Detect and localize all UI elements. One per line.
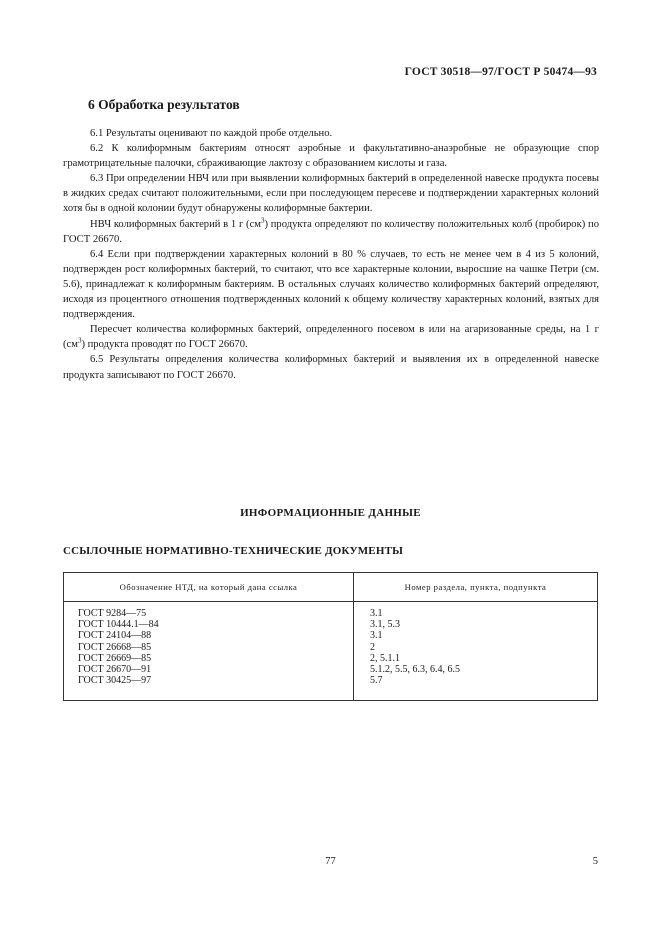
section-body xyxy=(63,126,599,383)
section-ref: 3.1 xyxy=(370,608,383,619)
section-ref: 3.1, 5.3 xyxy=(370,619,400,631)
paragraph: 6.3 При определении НВЧ или при выявлении колиформных бактерий в определенной навеске продукта посевы в жидких средах считают положительными, если при последующем пересеве и подтверждении характерных колоний хотя бы в одной колонии будут обнаружены колиформные бактерии. xyxy=(63,173,599,215)
document-ref: ГОСТ 26669—85 xyxy=(78,652,152,664)
document-header: ГОСТ 30518—97/ГОСТ Р 50474—93 xyxy=(404,66,597,78)
info-title: ИНФОРМАЦИОННЫЕ ДАННЫЕ xyxy=(240,507,421,519)
documents-cell xyxy=(64,602,354,701)
page-number: 77 xyxy=(325,856,336,867)
document-ref: ГОСТ 24104—88 xyxy=(78,630,152,642)
document-ref: ГОСТ 26668—85 xyxy=(78,641,152,653)
section-ref: 3.1 xyxy=(370,630,383,642)
sections-cell xyxy=(354,602,598,701)
document-ref: ГОСТ 30425—97 xyxy=(78,675,152,687)
sheet-number: 5 xyxy=(592,856,598,867)
table-row xyxy=(64,602,598,701)
column-header-document: Обозначение НТД, на который дана ссылка xyxy=(64,573,354,602)
paragraph: НВЧ колиформных бактерий в 1 г $(см^3)$ продукта определяют по количеству положительных колб (пробирок) по ГОСТ 26670. xyxy=(63,216,599,245)
section-title: 6 Обработка результатов xyxy=(88,97,240,112)
paragraph: 6.5 Результаты определения количества колиформных бактерий и выявления их в определенной навеске продукта записывают по ГОСТ 26670. xyxy=(63,354,599,381)
column-header-sections: Номер раздела, пункта, подпункта xyxy=(354,573,598,602)
section-ref: 2 xyxy=(370,641,375,653)
document-ref: ГОСТ 9284—75 xyxy=(78,608,147,619)
paragraph: 6.1 Результаты оценивают по каждой пробе отдельно. xyxy=(90,128,333,139)
section-ref: 2, 5.1.1 xyxy=(370,652,400,664)
document-ref: ГОСТ 10444.1—84 xyxy=(78,619,159,631)
paragraph: 6.2 К колиформным бактериям относят аэробные и факультативно-анаэробные не образующие спор грамотрицательные палочки, сбраживающие лактозу с образованием кислоты и газа. xyxy=(63,143,599,170)
references-title: ССЫЛОЧНЫЕ НОРМАТИВНО-ТЕХНИЧЕСКИЕ ДОКУМЕНТЫ xyxy=(63,545,404,557)
section-ref: 5.1.2, 5.5, 6.3, 6.4, 6.5 xyxy=(370,664,460,676)
document-ref: ГОСТ 26670—91 xyxy=(78,664,152,676)
paragraph: Пересчет количества колиформных бактерий, определенного посевом в или на агаризованные среды, на 1 г $(см^3)$ продукта проводят по ГОСТ 26670. xyxy=(63,324,599,351)
references-table xyxy=(63,572,598,701)
paragraph: 6.4 Если при подтверждении характерных колоний в 80 % случаев, то есть не менее чем в 4 из 5 колоний, подтвержден рост колиформных бактерий, то считают, что все характерные колонии, выросшие на чашке Петри (см. 5.6), принадлежат к колиформным бактериям. В остальных случаях количество колиформных бактерий определяют, исходя из процентного отношения подтвержденных колоний к общему количеству характерных колоний, взятых для подтверждения. xyxy=(63,248,599,321)
section-ref: 5.7 xyxy=(370,675,383,687)
